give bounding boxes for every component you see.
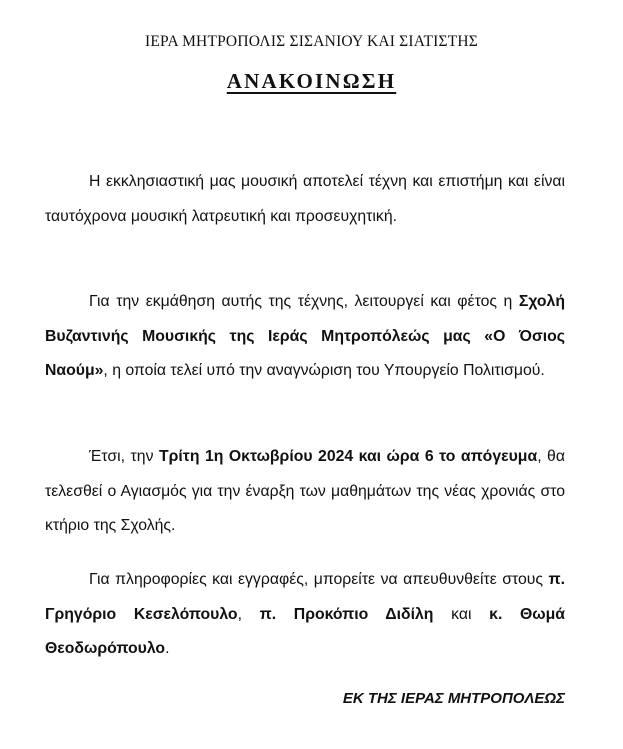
- paragraph-text: Η εκκλησιαστική μας μουσική αποτελεί τέχνη και επιστήμη και είναι ταυτόχρονα μουσική λατρευτική και προσευχητική.: [45, 173, 565, 225]
- paragraph-text: .: [165, 640, 170, 657]
- paragraph-text: , η οποία τελεί υπό την αναγνώριση του Υπουργείο Πολιτισμού.: [103, 362, 545, 379]
- paragraph-blessing: [45, 440, 565, 544]
- paragraph-school: [45, 285, 565, 389]
- paragraph-contacts: [45, 563, 565, 667]
- page-title-text: ΑΝΑΚΟΙΝΩΣΗ: [226, 69, 397, 93]
- school-name: Σχολή Βυζαντινής Μουσικής της Ιεράς Μητροπόλεώς μας «Ο Όσιος Ναούμ»: [45, 293, 565, 379]
- page-title: [0, 69, 623, 94]
- paragraph-text: , θα τελεσθεί ο Αγιασμός για την έναρξη των μαθημάτων της νέας χρονιάς στο κτήριο της Σχολής.: [45, 448, 565, 534]
- paragraph-text: Για πληροφορίες και εγγραφές, μπορείτε να απευθυνθείτε στους: [89, 571, 549, 588]
- paragraph-text: και: [433, 605, 490, 623]
- contact-name: κ. Θωμά Θεοδωρόπουλο: [45, 605, 566, 657]
- signoff: ΕΚ ΤΗΣ ΙΕΡΑΣ ΜΗΤΡΟΠΟΛΕΩΣ: [342, 690, 565, 707]
- contact-name: π. Προκόπιο Διδίλη: [259, 605, 434, 623]
- paragraph-text: Έτσι, την: [89, 448, 159, 465]
- contact-name: π. Γρηγόριο Κεσελόπουλο: [45, 571, 565, 623]
- event-datetime: Τρίτη 1η Οκτωβρίου 2024 και ώρα 6 το απόγευμα: [158, 448, 538, 465]
- organization-heading: ΙΕΡΑ ΜΗΤΡΟΠΟΛΙΣ ΣΙΣΑΝΙΟΥ ΚΑΙ ΣΙΑΤΙΣΤΗΣ: [145, 33, 478, 50]
- paragraph-music-intro: [45, 165, 565, 234]
- paragraph-text: Για την εκμάθηση αυτής της τέχνης, λειτουργεί και φέτος η: [89, 293, 519, 310]
- paragraph-text: ,: [237, 605, 260, 623]
